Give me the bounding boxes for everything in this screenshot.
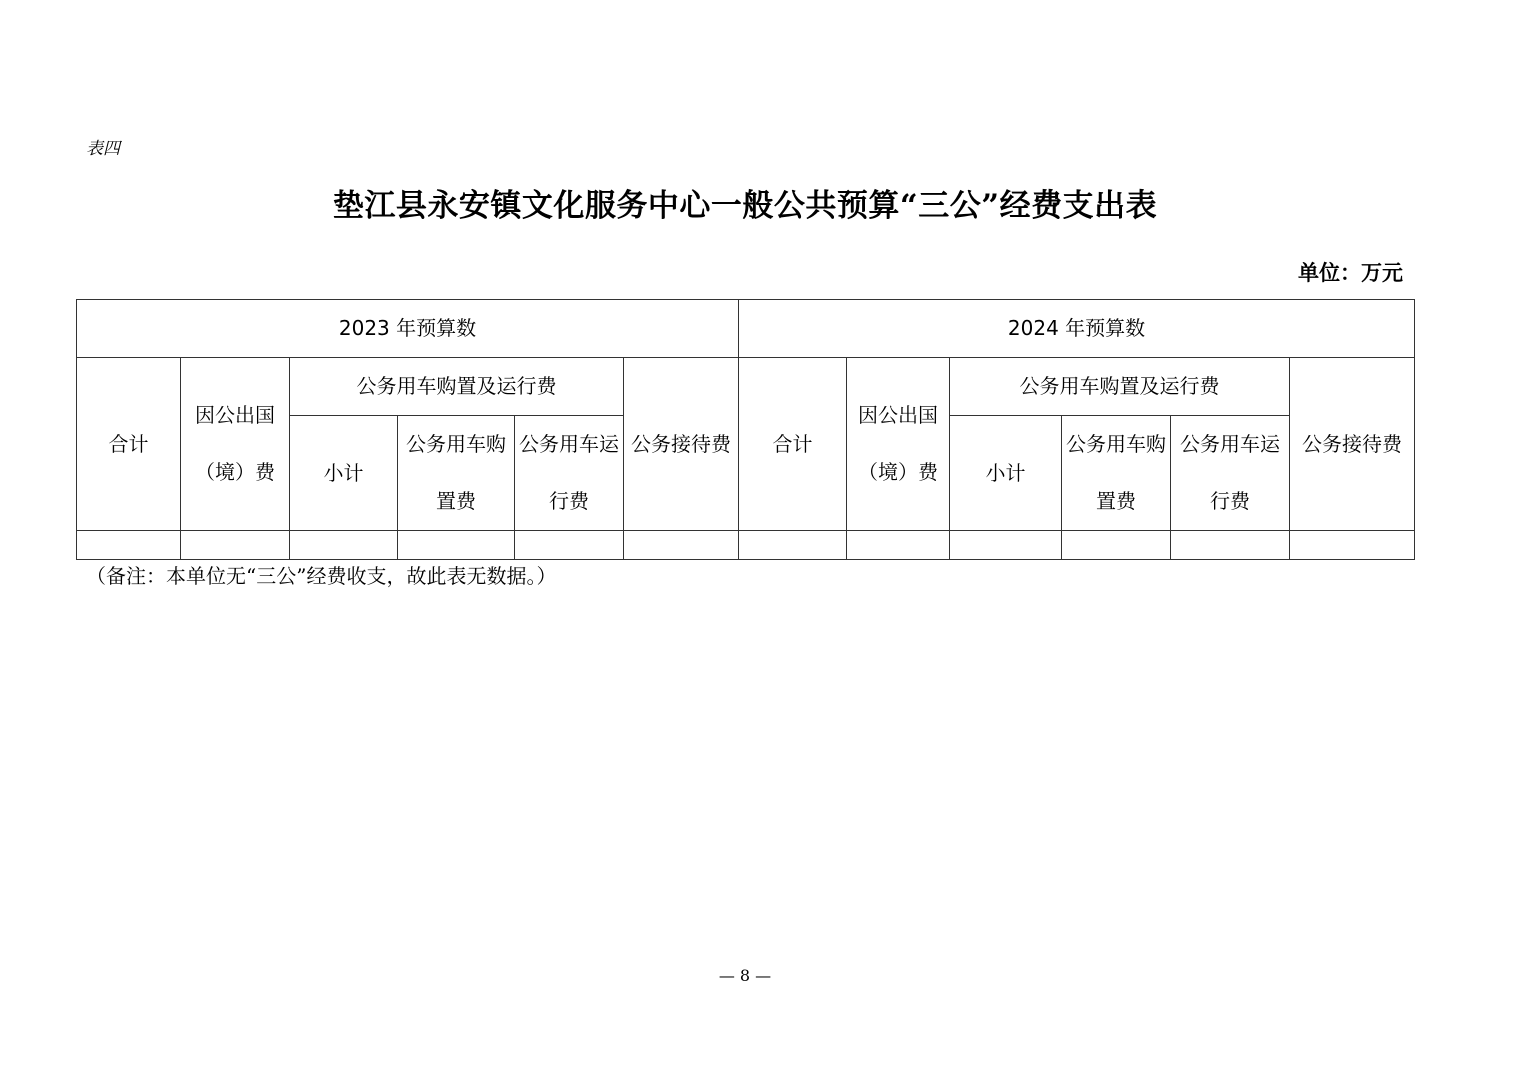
table-cell	[950, 531, 1062, 560]
table-cell	[290, 531, 398, 560]
header-total-2023: 合计	[77, 358, 181, 531]
unit-label: 单位：万元	[1298, 260, 1403, 285]
table-cell	[1062, 531, 1171, 560]
header-subtotal-2023: 小计	[290, 416, 398, 531]
header-car-purchase-2023: 公务用车购置费	[398, 416, 515, 531]
header-total-2024: 合计	[739, 358, 847, 531]
three-public-expenses-table	[76, 299, 1415, 560]
header-abroad-2023: 因公出国（境）费	[181, 358, 290, 531]
header-abroad-2024: 因公出国（境）费	[847, 358, 950, 531]
header-subtotal-2024: 小计	[950, 416, 1062, 531]
table-cell	[398, 531, 515, 560]
table-number-label: 表四	[86, 139, 120, 159]
table-cell	[515, 531, 624, 560]
table-cell	[739, 531, 847, 560]
header-2024-budget: 2024 年预算数	[739, 300, 1415, 358]
header-reception-2023: 公务接待费	[624, 358, 739, 531]
table-cell	[1171, 531, 1290, 560]
header-reception-2024: 公务接待费	[1290, 358, 1415, 531]
table-cell	[181, 531, 290, 560]
header-car-group-2024: 公务用车购置及运行费	[950, 358, 1290, 416]
table-cell	[847, 531, 950, 560]
header-car-operation-2023: 公务用车运行费	[515, 416, 624, 531]
table-cell	[1290, 531, 1415, 560]
document-title: 垫江县永安镇文化服务中心一般公共预算“三公”经费支出表	[332, 188, 1158, 224]
page-number: — 8 —	[718, 966, 772, 985]
header-2023-budget: 2023 年预算数	[77, 300, 739, 358]
table-cell	[77, 531, 181, 560]
header-car-purchase-2024: 公务用车购置费	[1062, 416, 1171, 531]
header-car-operation-2024: 公务用车运行费	[1171, 416, 1290, 531]
table-cell	[624, 531, 739, 560]
header-car-group-2023: 公务用车购置及运行费	[290, 358, 624, 416]
table-note: （备注：本单位无“三公”经费收支，故此表无数据。）	[86, 564, 557, 588]
table-row	[77, 531, 1415, 560]
